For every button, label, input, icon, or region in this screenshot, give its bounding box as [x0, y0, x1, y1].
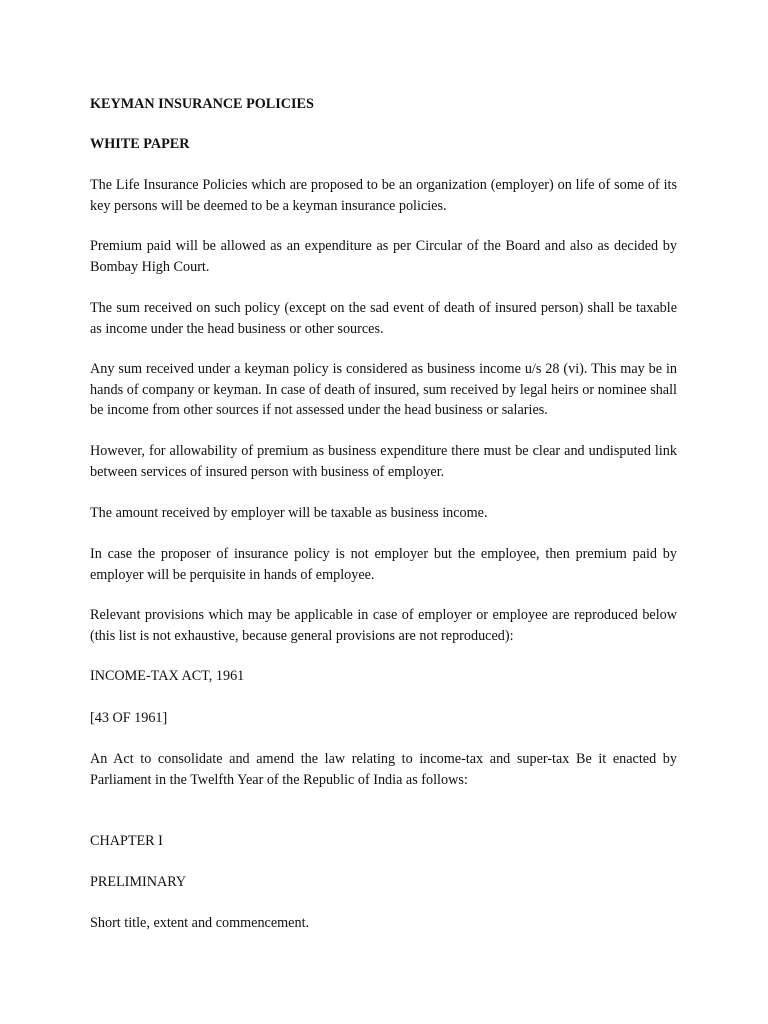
act-preamble: An Act to consolidate and amend the law relating to income-tax and super-tax Be it enacted by Parliament in the Twelfth Year of the Republic of India as follows:	[90, 751, 677, 788]
chapter-number: CHAPTER I	[90, 833, 163, 849]
paragraph: The Life Insurance Policies which are proposed to be an organization (employer) on life of some of its key persons will be deemed to be a keyman insurance policies.	[90, 177, 677, 214]
paragraph: The sum received on such policy (except on the sad event of death of insured person) shall be taxable as income under the head business or other sources.	[90, 300, 677, 337]
document-title: KEYMAN INSURANCE POLICIES	[90, 96, 314, 112]
paragraph: Premium paid will be allowed as an expenditure as per Circular of the Board and also as decided by Bombay High Court.	[90, 238, 677, 275]
section-heading: Short title, extent and commencement.	[90, 915, 310, 931]
paragraph: In case the proposer of insurance policy is not employer but the employee, then premium paid by employer will be perquisite in hands of employee.	[90, 546, 677, 583]
paragraph: Any sum received under a keyman policy is considered as business income u/s 28 (vi). This may be in hands of company or keyman. In case of death of insured, sum received by legal heirs or nominee shall be income from other sources if not assessed under the head business or salaries.	[90, 361, 677, 418]
paragraph: Relevant provisions which may be applicable in case of employer or employee are reproduced below (this list is not exhaustive, because general provisions are not reproduced):	[90, 607, 677, 644]
act-title: INCOME-TAX ACT, 1961	[90, 668, 245, 684]
paragraph: The amount received by employer will be taxable as business income.	[90, 505, 488, 521]
act-number: [43 OF 1961]	[90, 710, 168, 726]
chapter-title: PRELIMINARY	[90, 874, 187, 890]
document-subtitle: WHITE PAPER	[90, 136, 190, 152]
paragraph: However, for allowability of premium as business expenditure there must be clear and undisputed link between services of insured person with business of employer.	[90, 443, 677, 480]
